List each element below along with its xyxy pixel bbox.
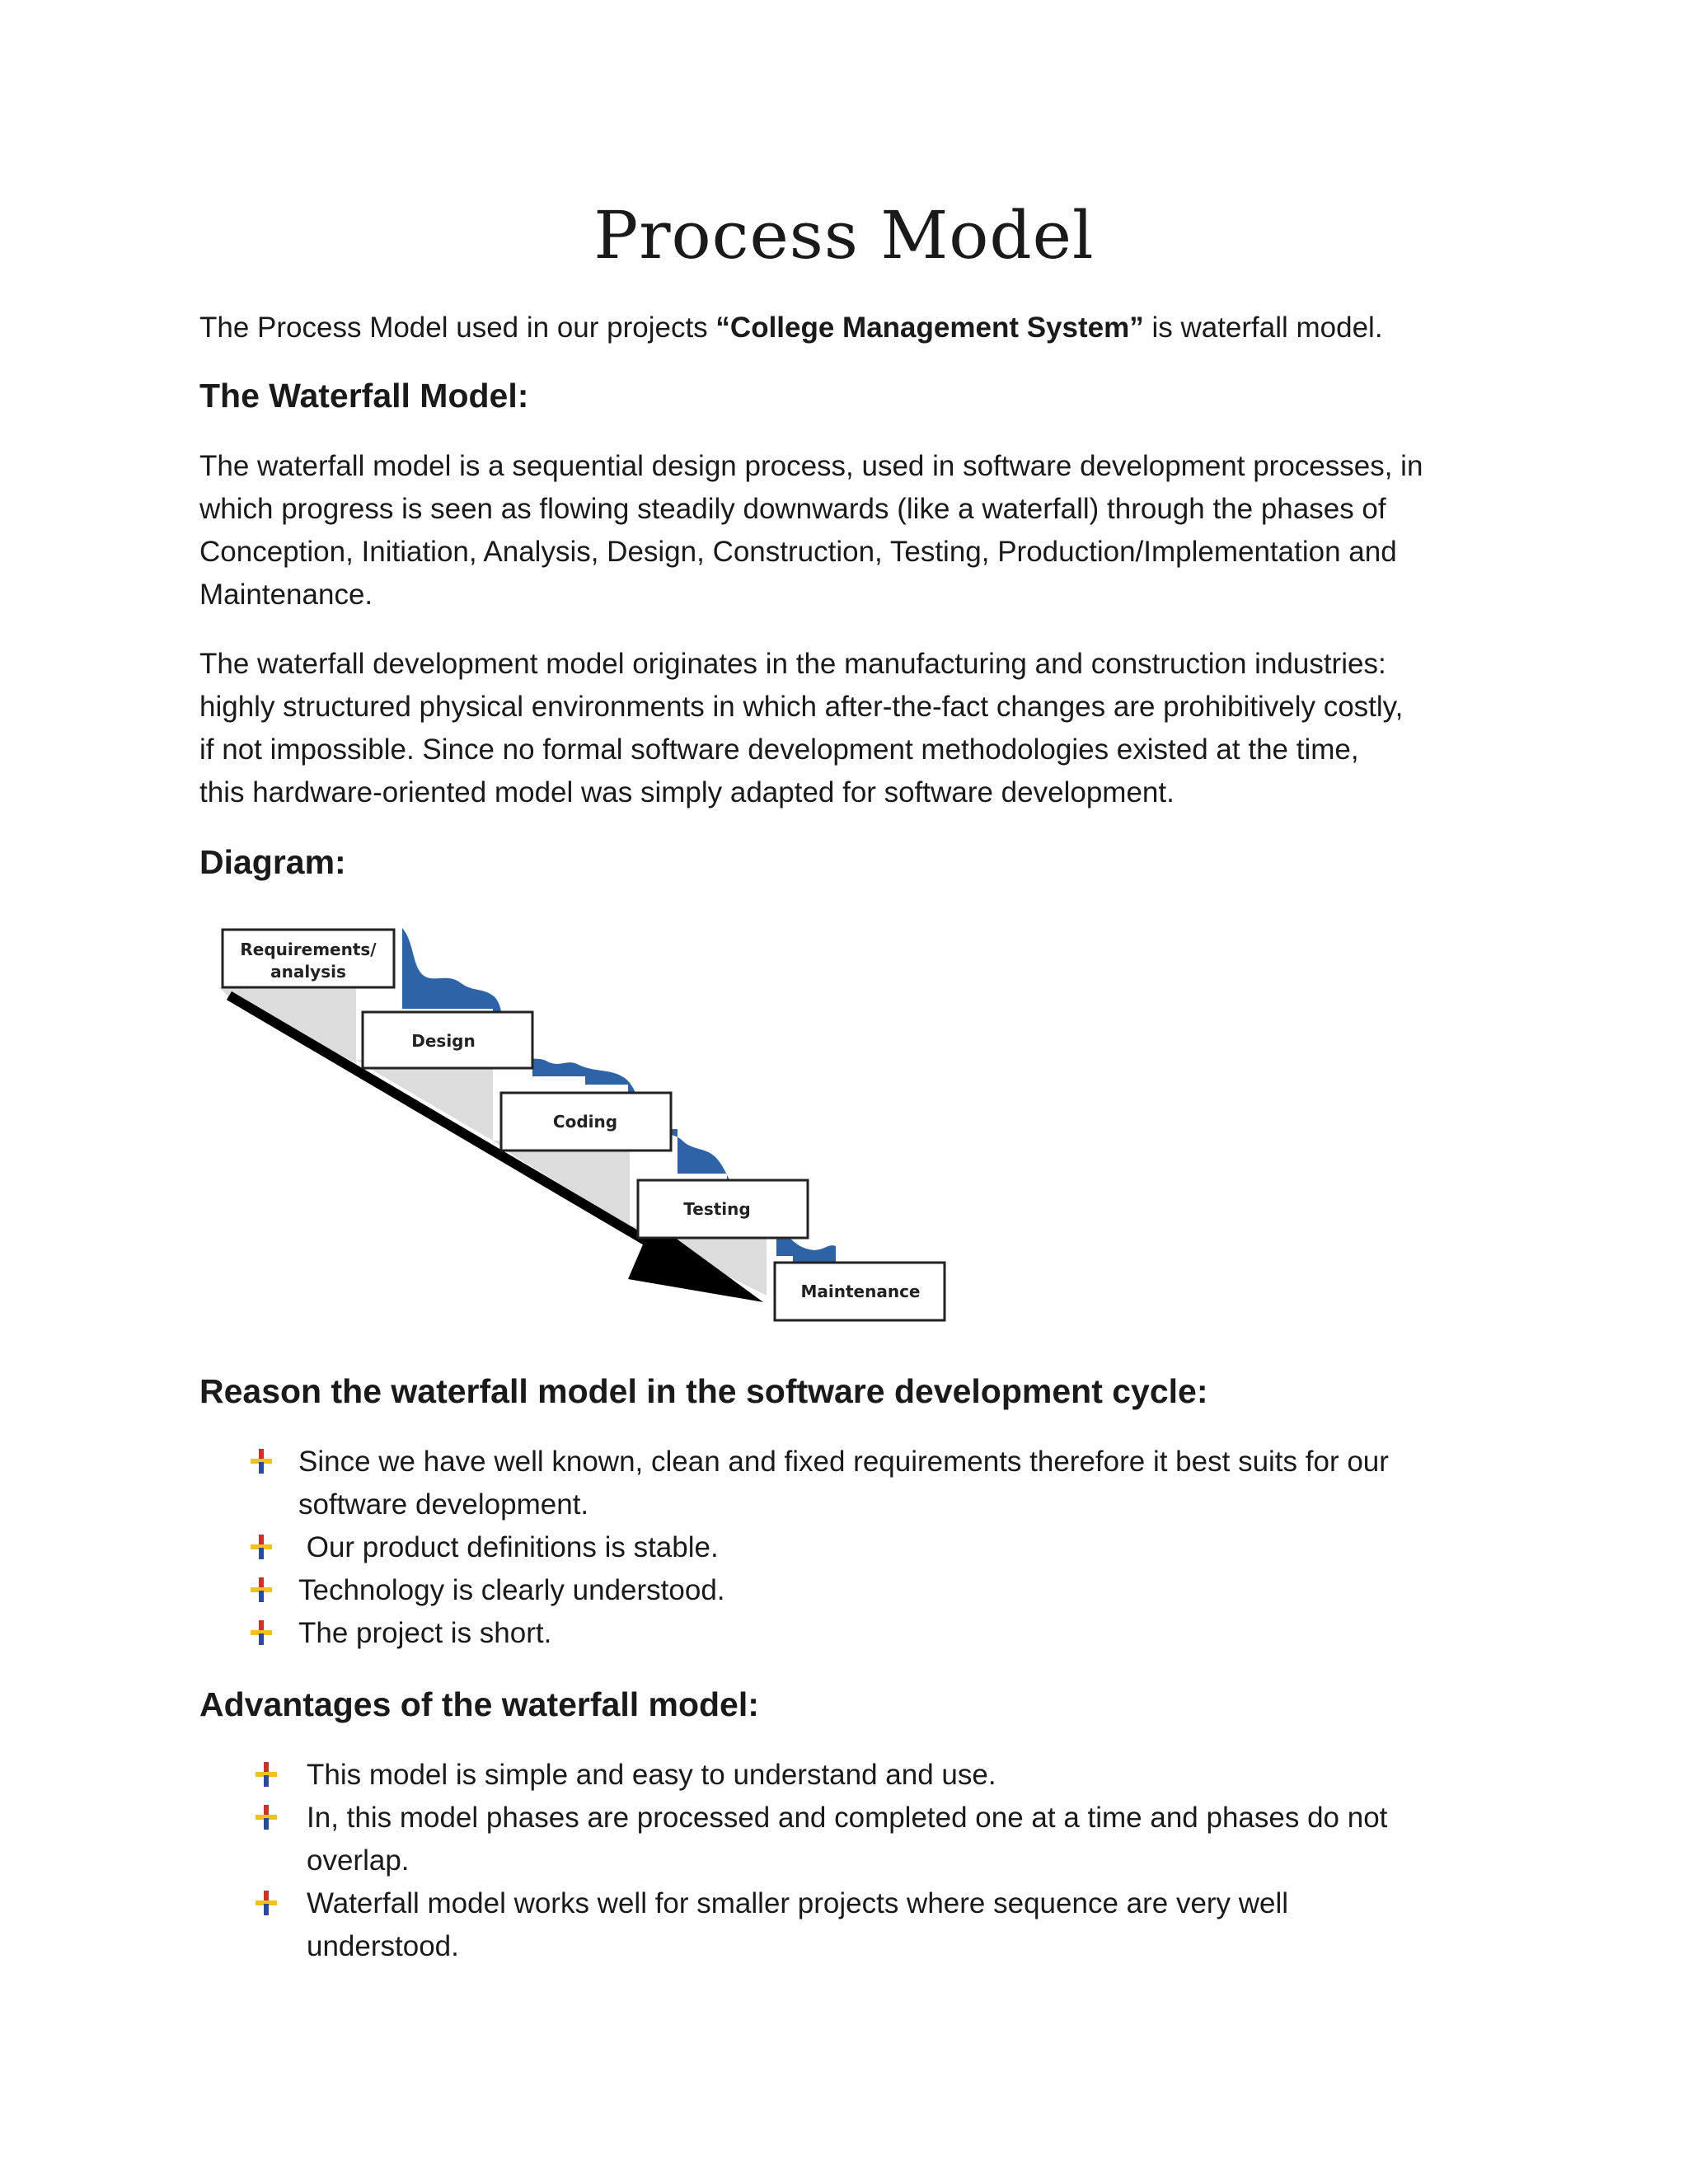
step-label: Requirements/ <box>240 940 377 959</box>
list-item-text: Since we have well known, clean and fixed requirements therefore it best suits for our <box>298 1446 1389 1478</box>
list-item-continuation <box>251 1483 1536 1526</box>
list-item-text: understood. <box>307 1930 459 1962</box>
paragraph-line: The waterfall development model originates in the manufacturing and construction industries: <box>199 648 1386 680</box>
list-item-text: The project is short. <box>298 1617 552 1649</box>
waterfall-definition-paragraph <box>199 445 1502 616</box>
list-item <box>251 1612 1536 1655</box>
bullet-icon <box>251 1620 272 1645</box>
list-item <box>251 1441 1536 1483</box>
project-name: “College Management System” <box>715 312 1144 344</box>
bullet-icon <box>251 1535 272 1559</box>
paragraph-line: if not impossible. Since no formal software development methodologies existed at the time, <box>199 733 1359 766</box>
step-maintenance <box>775 1263 945 1320</box>
step-label: analysis <box>270 962 346 982</box>
step-requirements <box>223 930 394 987</box>
step-shadow <box>356 1060 493 1141</box>
step-testing <box>638 1180 808 1238</box>
list-item <box>256 1797 1541 1840</box>
paragraph-line: Maintenance. <box>199 579 373 611</box>
waterfall-model-heading: The Waterfall Model: <box>199 377 529 415</box>
list-item-continuation <box>256 1925 1541 1968</box>
list-item-text: Technology is clearly understood. <box>298 1574 725 1606</box>
list-item <box>251 1526 1536 1569</box>
paragraph-line: Conception, Initiation, Analysis, Design, Construction, Testing, Production/Implementation and <box>199 536 1397 568</box>
page-title: Process Model <box>593 197 1095 274</box>
list-item-text: Our product definitions is stable. <box>298 1531 719 1563</box>
bullet-icon <box>251 1577 272 1602</box>
step-label: Design <box>411 1031 476 1051</box>
paragraph-line: this hardware-oriented model was simply adapted for software development. <box>199 776 1175 808</box>
list-item-text: overlap. <box>307 1844 410 1877</box>
paragraph-line: which progress is seen as flowing steadily downwards (like a waterfall) through the phases of <box>199 493 1386 525</box>
bullet-icon <box>256 1805 277 1830</box>
step-design <box>363 1012 532 1068</box>
waterfall-diagram <box>216 916 958 1345</box>
diagram-heading: Diagram: <box>199 843 346 881</box>
list-item-text: In, this model phases are processed and completed one at a time and phases do not <box>307 1802 1388 1834</box>
list-item <box>256 1754 1541 1797</box>
bullet-icon <box>256 1891 277 1915</box>
step-label: Coding <box>552 1112 618 1132</box>
reasons-list <box>251 1441 1536 1655</box>
list-item <box>251 1569 1536 1612</box>
paragraph-line: The waterfall model is a sequential design process, used in software development processes, in <box>199 450 1423 482</box>
list-item <box>256 1882 1541 1925</box>
waterfall-origin-paragraph <box>199 643 1502 814</box>
step-label: Testing <box>683 1199 751 1219</box>
list-item-continuation <box>256 1840 1541 1882</box>
paragraph-line: highly structured physical environments in which after-the-fact changes are prohibitively costly, <box>199 691 1404 723</box>
advantages-heading: Advantages of the waterfall model: <box>199 1685 759 1723</box>
step-coding <box>501 1093 671 1151</box>
list-item-text: software development. <box>298 1488 589 1521</box>
advantages-list <box>256 1754 1541 1968</box>
bullet-icon <box>251 1449 272 1474</box>
bullet-icon <box>256 1762 277 1787</box>
reasons-heading: Reason the waterfall model in the software development cycle: <box>199 1372 1208 1410</box>
step-label: Maintenance <box>800 1282 921 1301</box>
intro-paragraph <box>199 307 1502 349</box>
intro-text-after: is waterfall model. <box>1143 312 1383 344</box>
intro-text-before: The Process Model used in our projects <box>199 312 716 344</box>
list-item-text: This model is simple and easy to understand and use. <box>307 1759 996 1791</box>
list-item-text: Waterfall model works well for smaller projects where sequence are very well <box>307 1887 1289 1919</box>
